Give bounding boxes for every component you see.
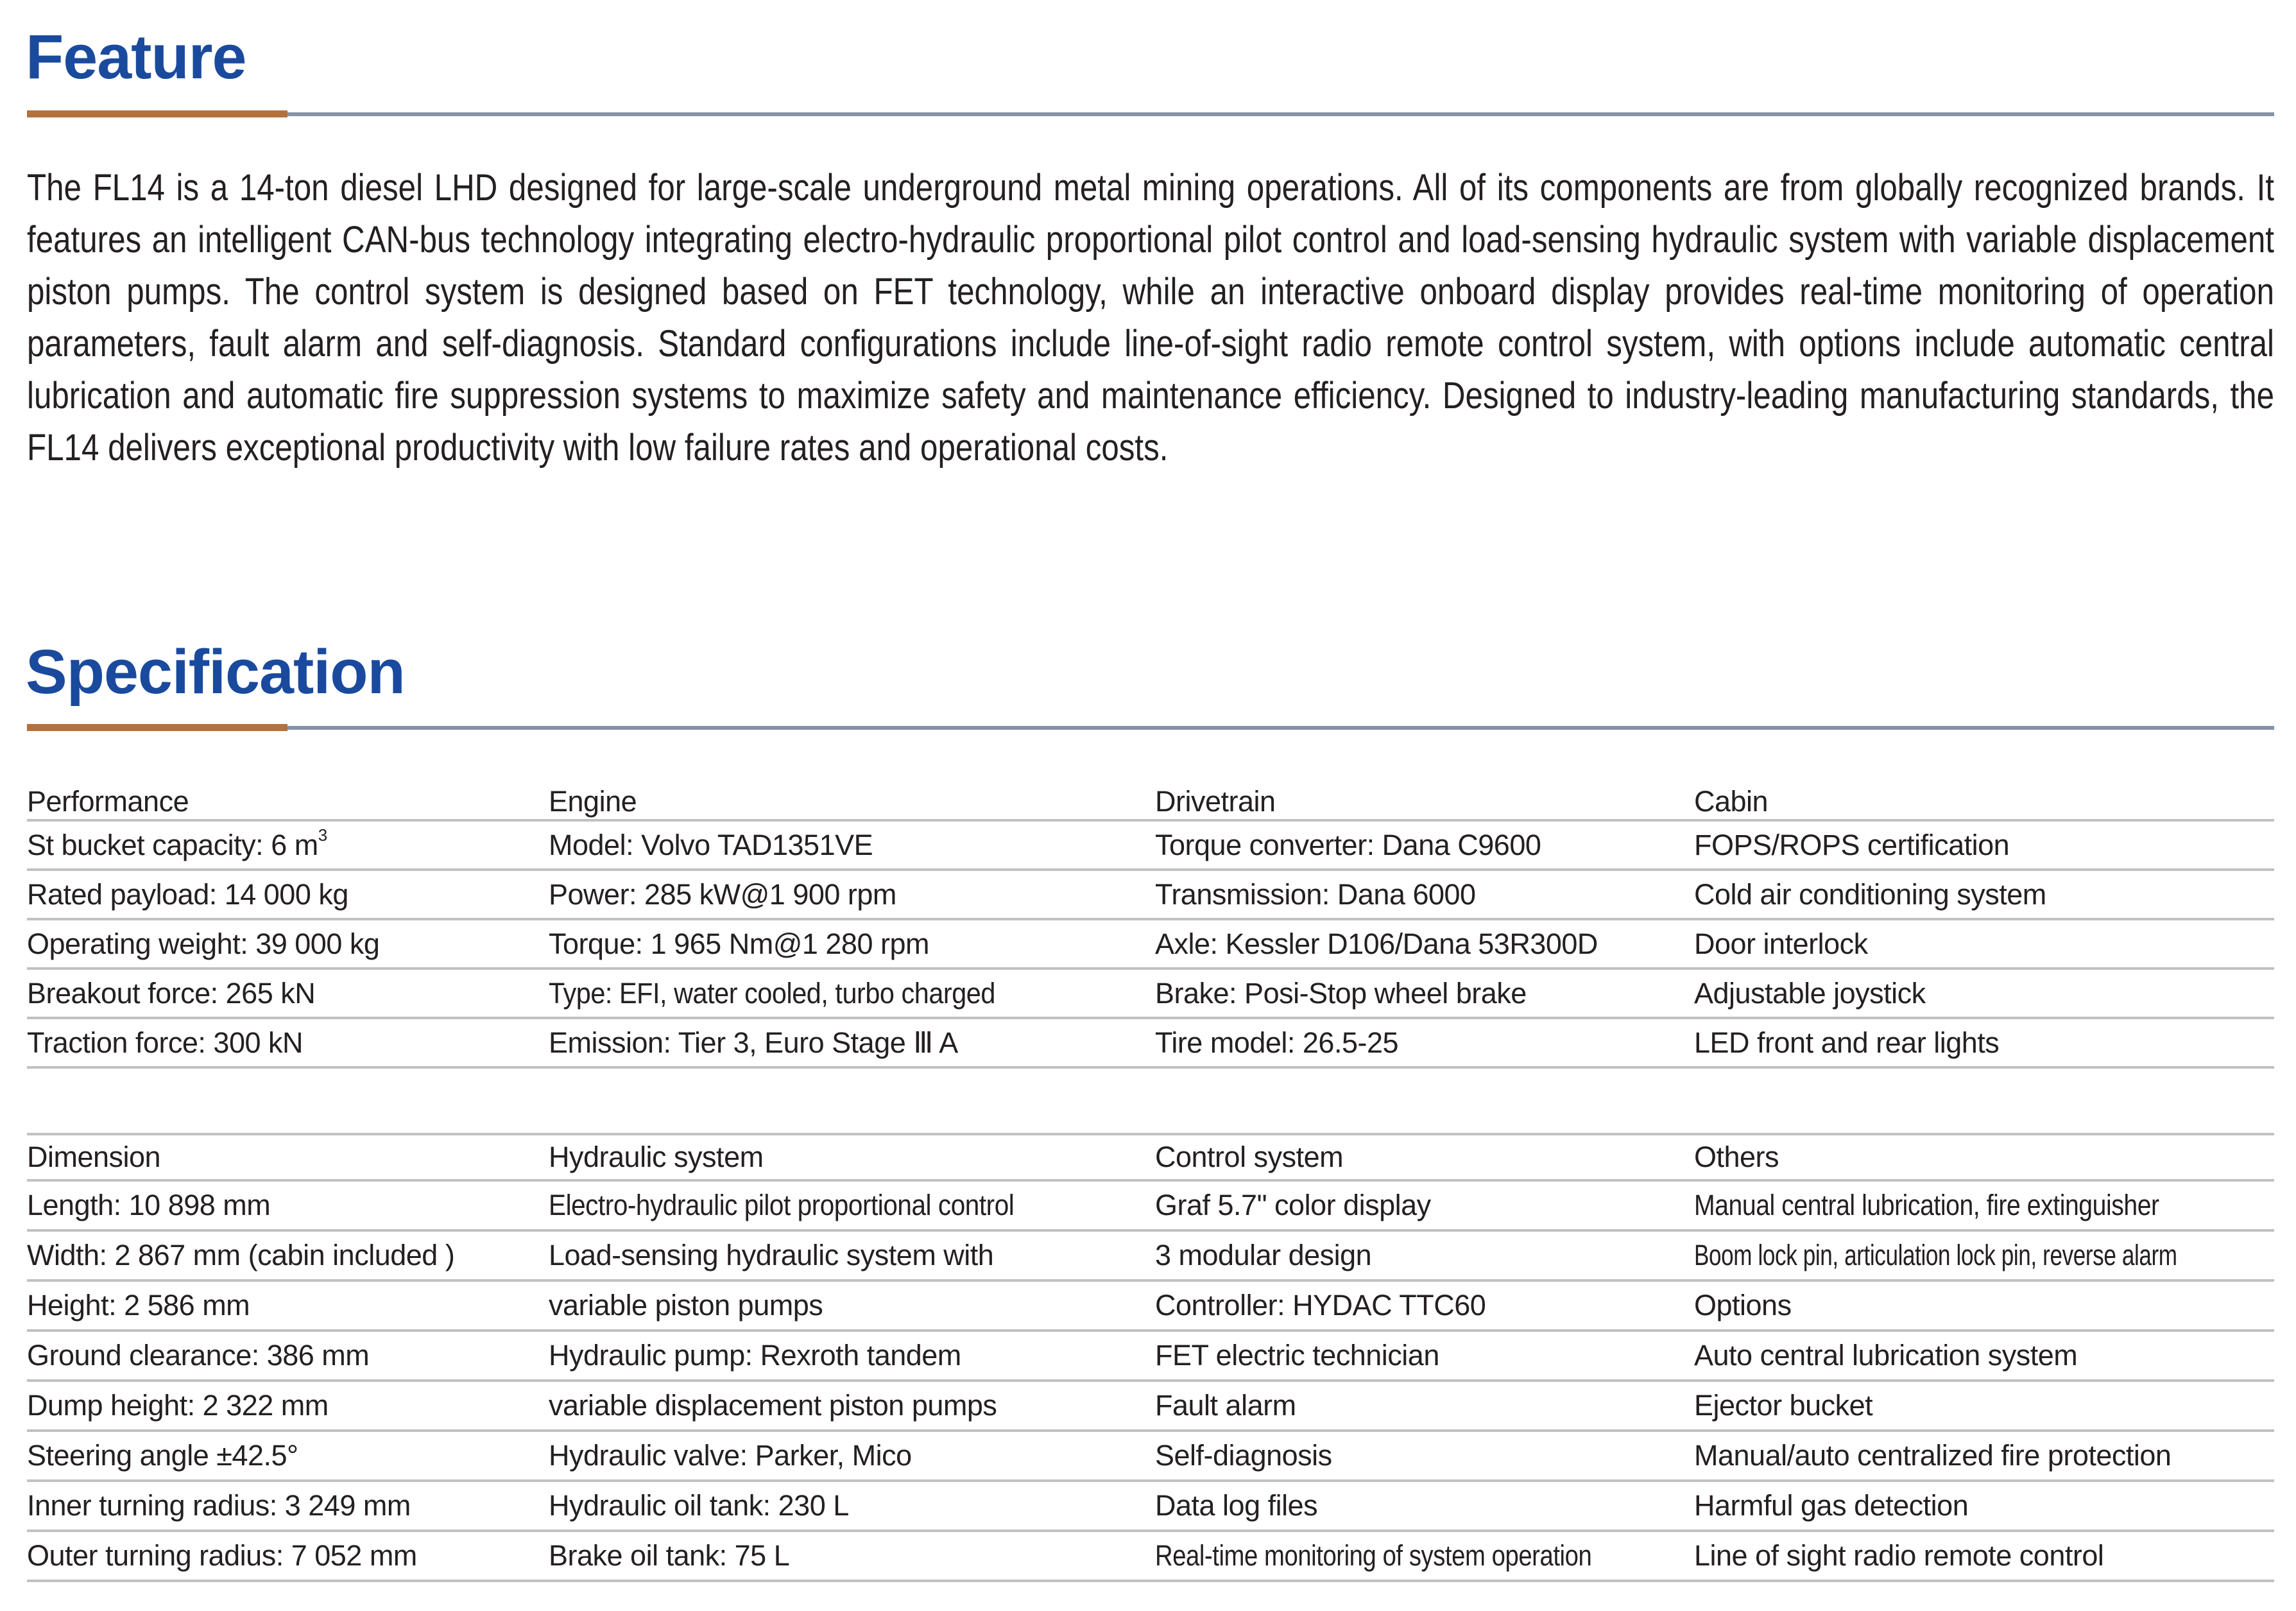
spec-cell: Ground clearance: 386 mm [27, 1331, 549, 1381]
spec-cell: Ejector bucket [1694, 1381, 2274, 1431]
spec-cell: Door interlock [1694, 919, 2274, 969]
spec-cell: Tire model: 26.5-25 [1155, 1018, 1694, 1067]
spec-cell: FET electric technician [1155, 1331, 1694, 1381]
spec-cell: Brake oil tank: 75 L [549, 1531, 1155, 1581]
feature-title: Feature [26, 22, 246, 92]
options-subheader-cell: Options [1694, 1280, 2274, 1331]
spec-cell: Hydraulic valve: Parker, Mico [549, 1431, 1155, 1481]
table-row [27, 969, 2274, 1018]
spec-cell: Torque: 1 965 Nm@1 280 rpm [549, 919, 1155, 969]
spec-table-secondary [27, 1133, 2274, 1582]
spec-cell: Axle: Kessler D106/Dana 53R300D [1155, 919, 1694, 969]
table-row [27, 1280, 2274, 1331]
table-row [27, 1531, 2274, 1581]
spec-cell: Dump height: 2 322 mm [27, 1381, 549, 1431]
spec-cell: Auto central lubrication system [1694, 1331, 2274, 1381]
spec-cell: Breakout force: 265 kN [27, 969, 549, 1018]
table-row [27, 919, 2274, 969]
spec-cell: Model: Volvo TAD1351VE [549, 820, 1155, 870]
spec-cell: Outer turning radius: 7 052 mm [27, 1531, 549, 1581]
spec-cell: FOPS/ROPS certification [1694, 820, 2274, 870]
column-header-cabin: Cabin [1694, 784, 2274, 820]
spec-cell: Hydraulic pump: Rexroth tandem [549, 1331, 1155, 1381]
table-row [27, 1331, 2274, 1381]
column-header-drivetrain: Drivetrain [1155, 784, 1694, 820]
spec-cell: Real-time monitoring of system operation [1155, 1531, 1694, 1581]
table-row [27, 1431, 2274, 1481]
table-row [27, 1018, 2274, 1067]
spec-cell: Fault alarm [1155, 1381, 1694, 1431]
spec-cell: Harmful gas detection [1694, 1481, 2274, 1531]
spec-cell: LED front and rear lights [1694, 1018, 2274, 1067]
underline-steel-segment [287, 112, 2274, 116]
column-header-hydraulic-system: Hydraulic system [549, 1134, 1155, 1180]
spec-cell: Manual central lubrication, fire extinguisher [1694, 1180, 2274, 1230]
spec-cell: Traction force: 300 kN [27, 1018, 549, 1067]
spec-cell: Inner turning radius: 3 249 mm [27, 1481, 549, 1531]
cubic-superscript: 3 [318, 825, 327, 845]
spec-cell: variable piston pumps [549, 1280, 1155, 1331]
feature-underline [27, 110, 2274, 117]
spec-cell: Hydraulic oil tank: 230 L [549, 1481, 1155, 1531]
spec-cell: Steering angle ±42.5° [27, 1431, 549, 1481]
spec-cell: Torque converter: Dana C9600 [1155, 820, 1694, 870]
underline-orange-segment [27, 724, 287, 731]
table-header-row [27, 1134, 2274, 1180]
table-row [27, 1381, 2274, 1431]
specification-title: Specification [26, 637, 405, 707]
spec-cell: Type: EFI, water cooled, turbo charged [549, 969, 1155, 1018]
spec-cell: Manual/auto centralized fire protection [1694, 1431, 2274, 1481]
spec-cell: variable displacement piston pumps [549, 1381, 1155, 1431]
table-row [27, 1230, 2274, 1280]
column-header-dimension: Dimension [27, 1134, 549, 1180]
underline-orange-segment [27, 110, 287, 117]
spec-cell: Data log files [1155, 1481, 1694, 1531]
underline-steel-segment [287, 726, 2274, 730]
spec-cell: Rated payload: 14 000 kg [27, 870, 549, 919]
table-row [27, 1481, 2274, 1531]
column-header-control-system: Control system [1155, 1134, 1694, 1180]
spec-cell: Emission: Tier 3, Euro Stage Ⅲ A [549, 1018, 1155, 1067]
feature-paragraph: The FL14 is a 14-ton diesel LHD designed for large-scale underground metal mining operations. All of its components are from globally recognized brands. It features an intelligent CAN-bus technology integrating electro-hydraulic proportional pilot control and load-sensing hydraulic system with variable displacement piston pumps. The control system is designed based on FET technology, while an interactive onboard display provides real-time monitoring of operation parameters, fault alarm and self-diagnosis. Standard configurations include line-of-sight radio remote control system, with options include automatic central lubrication and automatic fire suppression systems to maximize safety and maintenance efficiency. Designed to industry-leading manufacturing standards, the FL14 delivers exceptional productivity with low failure rates and operational costs. [27, 167, 2274, 469]
spec-cell: Controller: HYDAC TTC60 [1155, 1280, 1694, 1331]
spec-cell: Electro-hydraulic pilot proportional control [549, 1180, 1155, 1230]
table-header-row [27, 784, 2274, 820]
spec-cell: Graf 5.7" color display [1155, 1180, 1694, 1230]
column-header-performance: Performance [27, 784, 549, 820]
spec-cell: Operating weight: 39 000 kg [27, 919, 549, 969]
column-header-others: Others [1694, 1134, 2274, 1180]
spec-cell: Self-diagnosis [1155, 1431, 1694, 1481]
column-header-engine: Engine [549, 784, 1155, 820]
spec-cell: Height: 2 586 mm [27, 1280, 549, 1331]
spec-cell: Line of sight radio remote control [1694, 1531, 2274, 1581]
spec-table-primary [27, 784, 2274, 1069]
table-row [27, 870, 2274, 919]
table-row [27, 820, 2274, 870]
spec-cell: Boom lock pin, articulation lock pin, reverse alarm [1694, 1230, 2274, 1280]
spec-cell: Cold air conditioning system [1694, 870, 2274, 919]
bucket-capacity-value: St bucket capacity: 6 m [27, 828, 318, 861]
spec-cell: Width: 2 867 mm (cabin included ) [27, 1230, 549, 1280]
spec-cell: Transmission: Dana 6000 [1155, 870, 1694, 919]
spec-cell: Length: 10 898 mm [27, 1180, 549, 1230]
specification-underline [27, 724, 2274, 731]
spec-cell: 3 modular design [1155, 1230, 1694, 1280]
spec-cell: Adjustable joystick [1694, 969, 2274, 1018]
spec-cell: Power: 285 kW@1 900 rpm [549, 870, 1155, 919]
spec-cell: Brake: Posi-Stop wheel brake [1155, 969, 1694, 1018]
spec-cell: Load-sensing hydraulic system with [549, 1230, 1155, 1280]
table-row [27, 1180, 2274, 1230]
spec-cell [27, 820, 549, 870]
